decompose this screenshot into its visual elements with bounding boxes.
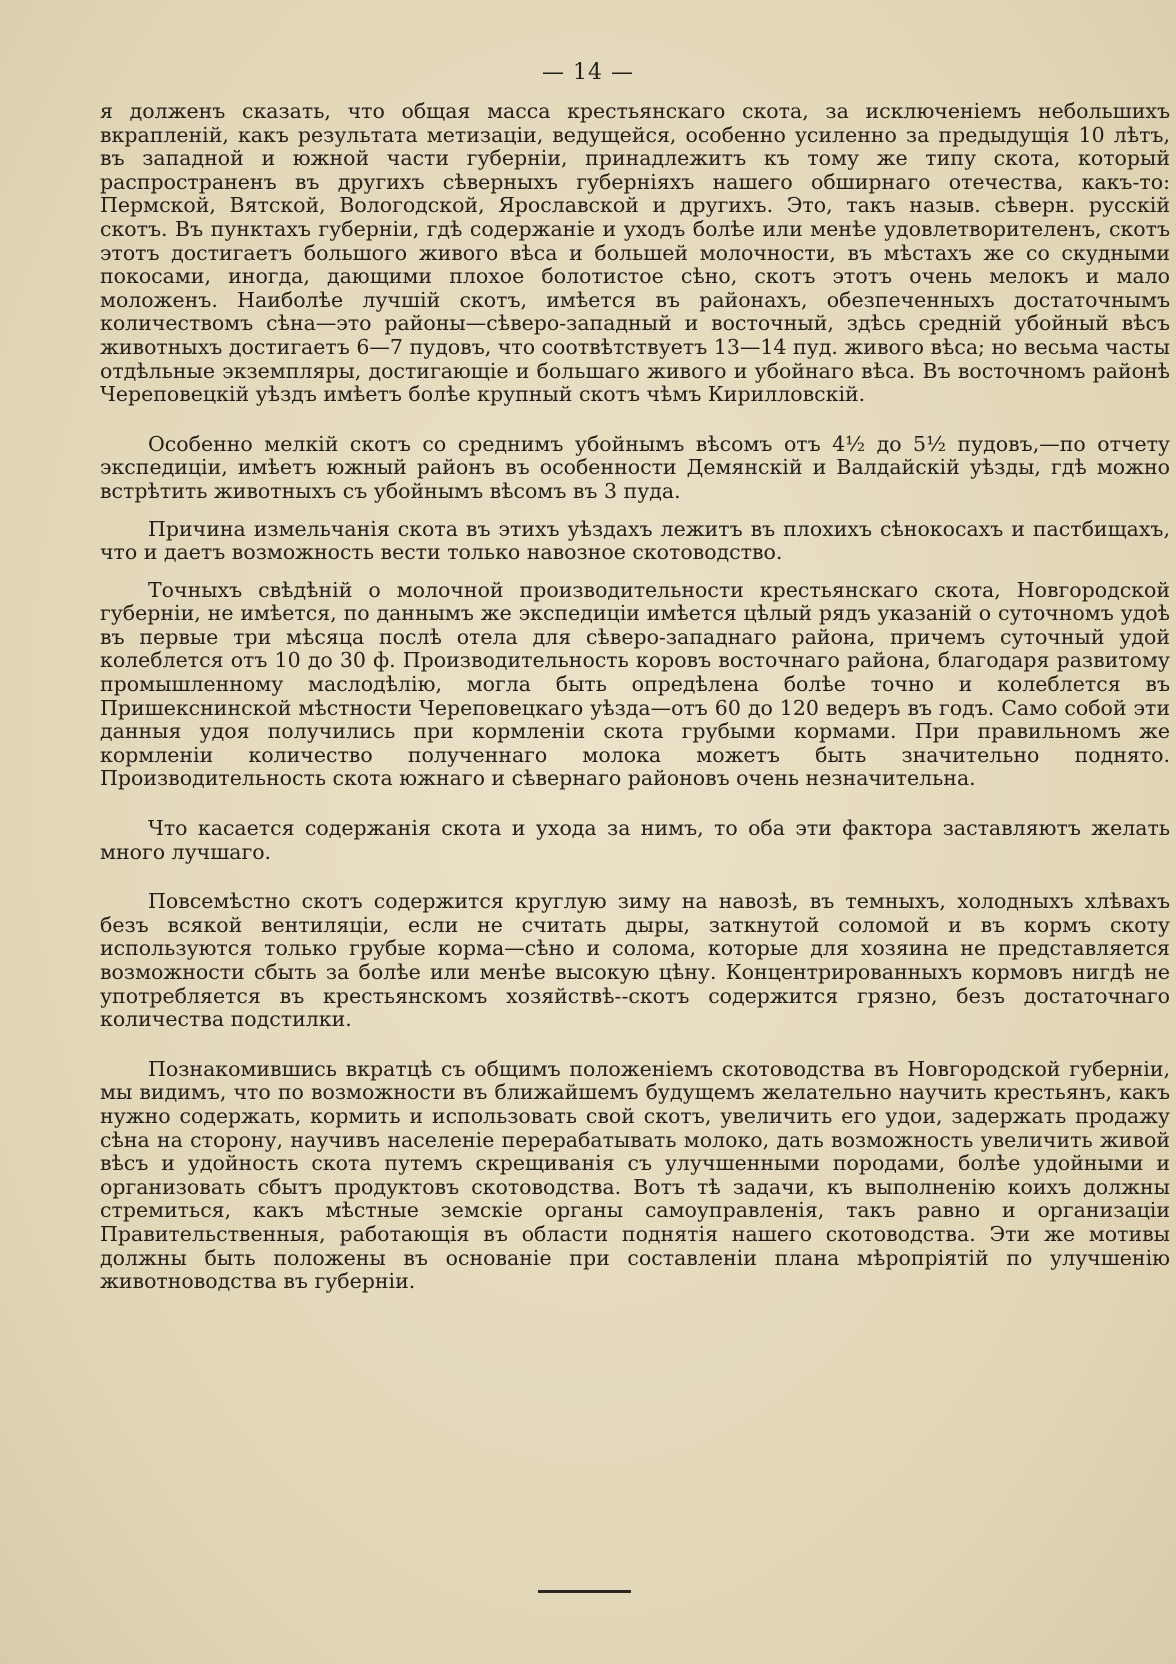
body-text — [100, 100, 1170, 1294]
page-number: — 14 — — [542, 60, 634, 85]
paragraph-1: я долженъ сказать, что общая масса крестьянскаго скота, за исключенiемъ небольшихъ вкрапленiй, какъ результата метизацiи, ведущейся, особенно усиленно за предыдущiя 10 лѣтъ, въ западной и южной части губернiи, принадлежитъ къ тому же типу скота, который распространенъ въ другихъ сѣверныхъ губернiяхъ нашего обширнаго отечества, какъ-то: Пермской, Вятской, Вологодской, Ярославской и другихъ. Это, такъ назыв. сѣверн. русскiй скотъ. Въ пунктахъ губернiи, гдѣ содержанiе и уходъ болѣе или менѣе удовлетворителенъ, скотъ этотъ достигаетъ большого живого вѣса и большей молочности, въ мѣстахъ же со скудными покосами, иногда, дающими плохое болотистое сѣно, скотъ этотъ очень мелокъ и мало моложенъ. Наиболѣе лучшiй скотъ, имѣется въ районахъ, обезпеченныхъ достаточнымъ количествомъ сѣна—это районы—сѣверо-западный и восточный, здѣсь среднiй убойный вѣсъ животныхъ достигаетъ 6—7 пудовъ, что соотвѣтствуетъ 13—14 пуд. живого вѣса; но весьма часты отдѣльные экземпляры, достигающiе и большаго живого и убойнаго вѣса. Въ восточномъ районѣ Череповецкiй уѣздъ имѣетъ болѣе крупный скотъ чѣмъ Кирилловскiй. — [100, 99, 1170, 407]
paragraph-6: Повсемѣстно скотъ содержится круглую зиму на навозѣ, въ темныхъ, холодныхъ хлѣвахъ безъ всякой вентиляцiи, если не считать дыры, заткнутой соломой и въ кормъ скоту используются только грубые корма—сѣно и солома, которые для хозяина не представляется возможности сбыть за болѣе или менѣе высокую цѣну. Концентрированныхъ кормовъ нигдѣ не употребляется въ крестьянскомъ хозяйствѣ--скотъ содержится грязно, безъ достаточнаго количества подстилки. — [100, 889, 1170, 1032]
paragraph-2: Особенно мелкiй скотъ со среднимъ убойнымъ вѣсомъ отъ 4½ до 5½ пудовъ,—по отчету экспедицiи, имѣетъ южный районъ въ особенности Демянскiй и Валдайскiй уѣзды, гдѣ можно встрѣтить животныхъ съ убойнымъ вѣсомъ въ 3 пуда. — [100, 431, 1170, 503]
closing-rule — [538, 1590, 631, 1593]
paragraph-5: Что касается содержанiя скота и ухода за нимъ, то оба эти фактора заставляютъ желать много лучшаго. — [100, 816, 1170, 864]
paragraph-3: Причина измельчанiя скота въ этихъ уѣздахъ лежитъ въ плохихъ сѣнокосахъ и пастбищахъ, что и даетъ возможность вести только навозное скотоводство. — [100, 516, 1170, 565]
paragraph-7: Познакомившись вкратцѣ съ общимъ положенiемъ скотоводства въ Новгородской губернiи, мы видимъ, что по возможности въ ближайшемъ будущемъ желательно научить крестьянъ, какъ нужно содержать, кормить и использовать свой скотъ, увеличить его удои, задержать продажу сѣна на сторону, научивъ населенiе перерабатывать молоко, дать возможность увеличить живой вѣсъ и удойность скота путемъ скрещиванiя съ улучшенными породами, болѣе удойными и организовать сбытъ продуктовъ скотоводства. Вотъ тѣ задачи, къ выполненiю коихъ должны стремиться, какъ мѣстные земскiе органы самоуправленiя, такъ равно и организацiи Правительственныя, работающiя въ области поднятiя нашего скотоводства. Эти же мотивы должны быть положены въ основанiе при составленiи плана мѣропрiятiй по улучшенiю животноводства въ губернiи. — [100, 1056, 1170, 1294]
paragraph-4: Точныхъ свѣдѣнiй о молочной производительности крестьянскаго скота, Новгородской губернiи, не имѣется, по даннымъ же экспедицiи имѣется цѣлый рядъ указанiй о суточномъ удоѣ въ первые три мѣсяца послѣ отела для сѣверо-западнаго района, причемъ суточный удой колеблется отъ 10 до 30 ф. Производительность коровъ восточнаго района, благодаря развитому промышленному маслодѣлiю, могла быть опредѣлена болѣе точно и колеблется въ Пришекснинской мѣстности Череповецкаго уѣзда—отъ 60 до 120 ведеръ въ годъ. Само собой эти данныя удоя получились при кормленiи скота грубыми кормами. При правильномъ же кормленiи количество полученнаго молока можетъ быть значительно поднято. Производительность скота южнаго и сѣвернаго районовъ очень незначительна. — [100, 577, 1170, 791]
